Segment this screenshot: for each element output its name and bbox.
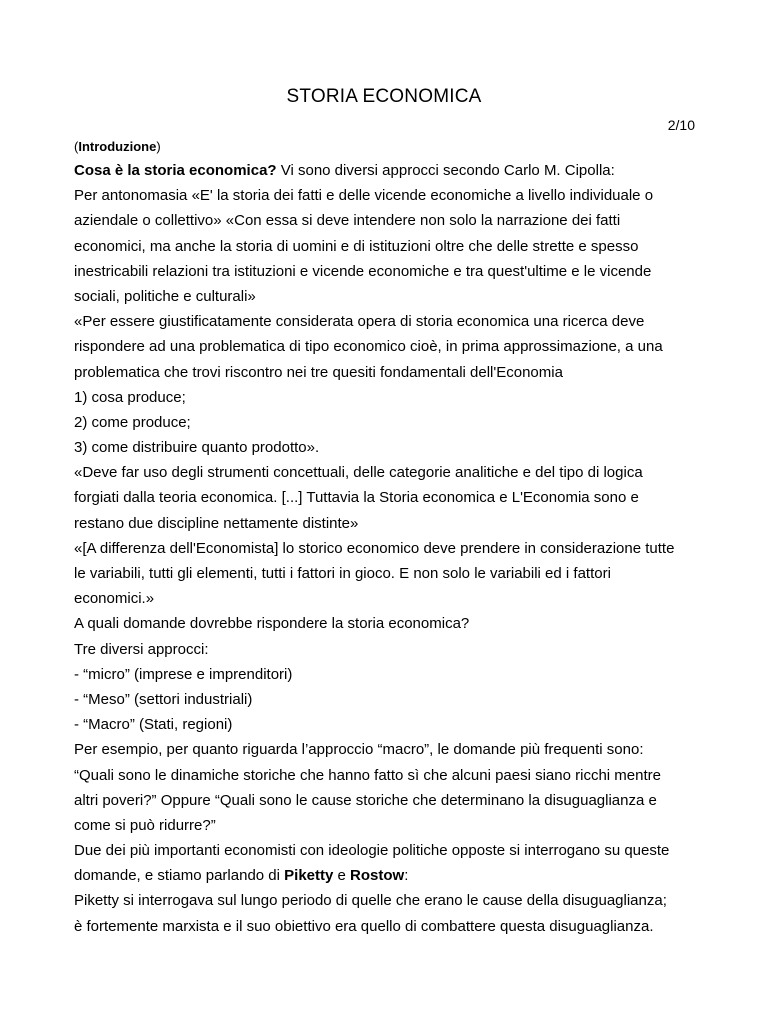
body-text	[74, 158, 714, 939]
text-line	[74, 511, 714, 536]
text-run: rispondere ad una problematica di tipo economico cioè, in prima approssimazione, a una	[74, 338, 663, 356]
text-run: 1) cosa produce;	[74, 388, 186, 406]
bold-text: Rostow	[350, 867, 405, 885]
text-line	[74, 536, 714, 561]
document-title: STORIA ECONOMICA	[286, 86, 482, 107]
text-line	[74, 662, 714, 687]
text-line	[74, 888, 714, 913]
text-line	[74, 637, 714, 662]
text-run: economici.»	[74, 590, 155, 608]
text-run: inestricabili relazioni tra istituzioni e vicende economiche e tra quest'ultime e le vicende	[74, 262, 652, 280]
text-line	[74, 687, 714, 712]
text-line	[74, 788, 714, 813]
text-run: «Per essere giustificatamente considerata opera di storia economica una ricerca deve	[74, 313, 645, 331]
text-run: «[A differenza dell'Economista] lo storico economico deve prendere in considerazione tutte	[74, 539, 675, 557]
text-line	[74, 334, 714, 359]
text-line	[74, 360, 714, 385]
text-run: aziendale o collettivo» «Con essa si deve intendere non solo la narrazione dei fatti	[74, 212, 621, 230]
text-run: domande, e stiamo parlando di	[74, 867, 285, 885]
bold-text: Piketty	[284, 867, 334, 885]
text-run: forgiati dalla teoria economica. [...] Tuttavia la Storia economica e L'Economia sono e	[74, 489, 639, 507]
text-line	[74, 763, 714, 788]
text-run: :	[404, 867, 409, 885]
section-label-close: )	[156, 139, 161, 154]
text-line	[74, 259, 714, 284]
page-number: 2/10	[667, 117, 695, 133]
text-run: Per antonomasia «E' la storia dei fatti e delle vicende economiche a livello individuale o	[74, 187, 654, 205]
bold-text: Cosa è la storia economica?	[74, 162, 277, 179]
text-run: “Quali sono le dinamiche storiche che hanno fatto sì che alcuni paesi siano ricchi mentre	[74, 766, 661, 784]
text-run: sociali, politiche e culturali»	[74, 287, 256, 305]
text-line	[74, 158, 714, 183]
section-label	[74, 139, 161, 154]
text-run: le variabili, tutti gli elementi, tutti i fattori in gioco. E non solo le variabili ed i fattori	[74, 565, 611, 582]
text-line	[74, 485, 714, 510]
text-run: è fortemente marxista e il suo obiettivo era quello di combattere questa disuguaglianza.	[74, 917, 654, 935]
text-run: economici, ma anche la storia di uomini e di istituzioni oltre che delle strette e spesso	[74, 237, 639, 255]
text-run: - “micro” (imprese e imprenditori)	[74, 665, 293, 683]
text-line	[74, 914, 714, 939]
text-line	[74, 183, 714, 208]
text-line	[74, 234, 714, 259]
text-line	[74, 410, 714, 435]
text-line	[74, 712, 714, 737]
text-line	[74, 586, 714, 611]
text-run: Vi sono diversi approcci secondo Carlo M. Cipolla:	[276, 162, 615, 179]
text-line	[74, 838, 714, 863]
text-run: come si può ridurre?”	[74, 816, 216, 834]
text-line	[74, 611, 714, 636]
text-run: problematica che trovi riscontro nei tre quesiti fondamentali dell'Economia	[74, 363, 563, 381]
text-run: - “Macro” (Stati, regioni)	[74, 716, 233, 734]
text-run: Piketty si interrogava sul lungo periodo di quelle che erano le cause della disuguaglianza;	[74, 892, 667, 910]
text-run: restano due discipline nettamente distinte»	[74, 514, 359, 532]
text-line	[74, 385, 714, 410]
text-line	[74, 737, 714, 762]
text-run: A quali domande dovrebbe rispondere la storia economica?	[74, 615, 470, 633]
text-run: 2) come produce;	[74, 413, 191, 431]
text-run: altri poveri?” Oppure “Quali sono le cause storiche che determinano la disuguaglianza e	[74, 791, 657, 809]
text-run: - “Meso” (settori industriali)	[74, 690, 253, 708]
text-line	[74, 460, 714, 485]
text-line	[74, 435, 714, 460]
text-run: «Deve far uso degli strumenti concettuali, delle categorie analitiche e del tipo di logica	[74, 464, 643, 482]
text-run: 3) come distribuire quanto prodotto».	[74, 439, 320, 457]
text-run: Per esempio, per quanto riguarda l’approccio “macro”, le domande più frequenti sono:	[74, 741, 644, 759]
text-line	[74, 284, 714, 309]
section-label-open: (	[74, 139, 79, 154]
text-line	[74, 813, 714, 838]
text-line	[74, 208, 714, 233]
section-label-text: Introduzione	[78, 139, 157, 154]
text-run: e	[333, 867, 351, 885]
text-line	[74, 309, 714, 334]
text-run: Due dei più importanti economisti con ideologie politiche opposte si interrogano su queste	[74, 842, 670, 860]
text-line	[74, 561, 714, 586]
text-line	[74, 863, 714, 888]
text-run: Tre diversi approcci:	[74, 640, 209, 658]
